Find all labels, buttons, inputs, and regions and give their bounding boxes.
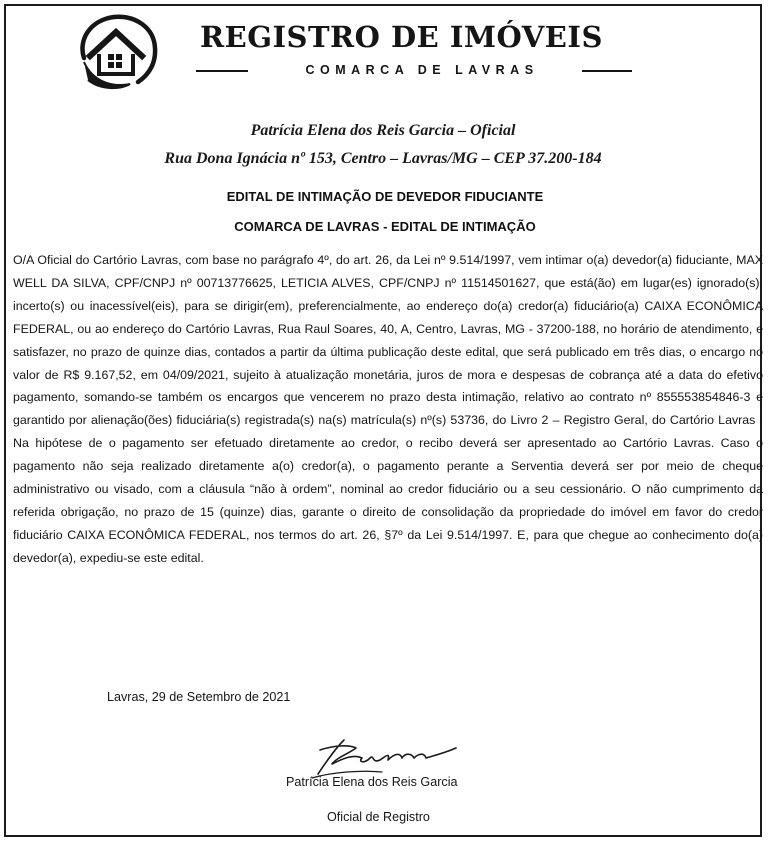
house-in-circle-icon bbox=[70, 10, 162, 92]
notice-body: O/A Oficial do Cartório Lavras, com base no parágrafo 4º, do art. 26, da Lei nº 9.514/1997, vem intimar o(a) devedor(a) fiduciante, MAX WELL DA SILVA, CPF/CNPJ nº 00713776625, LETICIA ALVES, CPF/CNPJ nº 11514501627, que está(ão) em lugar(es) ignorado(s), incerto(s) ou inacessível(eis), para se dirigir(em), preferencialmente, ao endereço do(a) credor(a) fiduciário(a) CAIXA ECONÔMICA FEDERAL, ou ao endereço do Cartório Lavras, Rua Raul Soares, 40, A, Centro, Lavras, MG - 37200-188, no horário de atendimento, e satisfazer, no prazo de quinze dias, contados a partir da última publicação deste edital, que será publicado em três dias, o encargo no valor de R$ 9.167,52, em 04/09/2021, sujeito à atualização monetária, juros de mora e despesas de cobrança até a data do efetivo pagamento, somando-se também os encargos que vencerem no prazo desta intimação, relativo ao contrato nº 855553854846-3 e garantido por alienação(ões) fiduciária(s) registrada(s) na(s) matrícula(s) nº(s) 53736, do Livro 2 – Registro Geral, do Cartório Lavras . Na hipótese de o pagamento ser efetuado diretamente ao credor, o recibo deverá ser apresentado ao Cartório Lavras. Caso o pagamento não seja realizado diretamente a(o) credor(a), o pagamento perante a Serventia deverá ser por meio de cheque administrativo ou visado, com a cláusula “não à ordem”, nominal ao credor fiduciário ou a seu cessionário. O não cumprimento da referida obrigação, no prazo de 15 (quinze) dias, garante o direito de consolidação da propriedade do imóvel em favor do credor fiduciário CAIXA ECONÔMICA FEDERAL, nos termos do art. 26, §7º da Lei 9.514/1997. E, para que chegue ao conhecimento do(a) devedor(a), expediu-se este edital. bbox=[13, 253, 763, 565]
signer-name: Patrícia Elena dos Reis Garcia bbox=[286, 775, 458, 789]
document-subtitle: COMARCA DE LAVRAS - EDITAL DE INTIMAÇÃO bbox=[234, 219, 536, 234]
place-date: Lavras, 29 de Setembro de 2021 bbox=[107, 690, 291, 704]
document-title: EDITAL DE INTIMAÇÃO DE DEVEDOR FIDUCIANTE bbox=[226, 189, 544, 204]
officer-address-line: Rua Dona Ignácia nº 153, Centro – Lavras/MG – CEP 37.200-184 bbox=[164, 150, 602, 167]
header-subtitle: COMARCA DE LAVRAS bbox=[305, 63, 539, 77]
header-rule-left bbox=[196, 70, 248, 72]
header-rule-right bbox=[582, 70, 632, 72]
officer-name-line: Patrícia Elena dos Reis Garcia – Oficial bbox=[250, 122, 516, 139]
signer-role: Oficial de Registro bbox=[327, 810, 430, 824]
header-title: REGISTRO DE IMÓVEIS bbox=[200, 20, 603, 54]
